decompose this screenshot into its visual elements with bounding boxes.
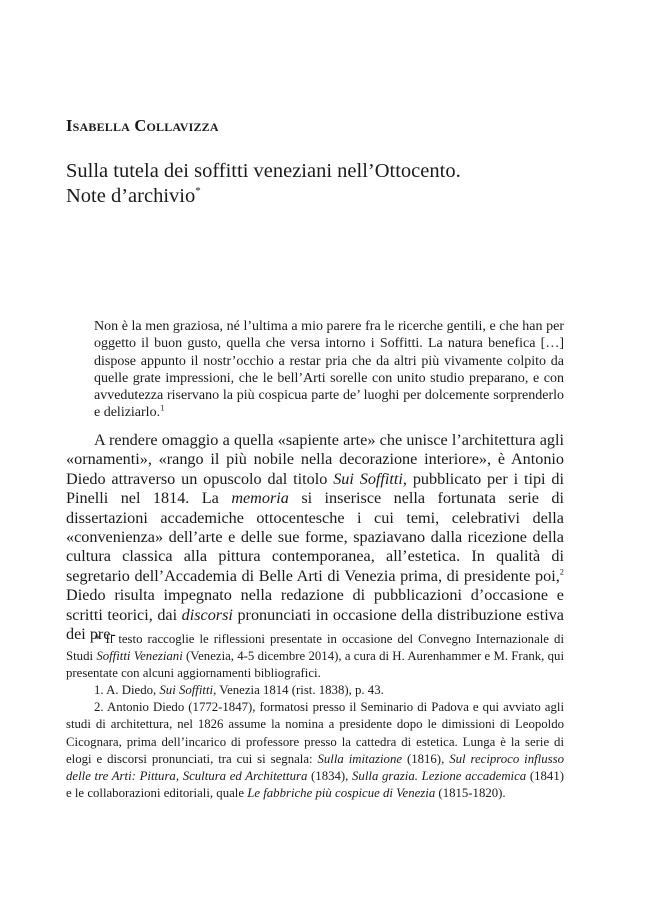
footnotes <box>66 631 564 802</box>
body-text-run: A rendere omaggio a quella «sapiente arte» che unisce l’architettura agli «ornamenti», «rango il più nobile nella decorazione interiore», è Antonio Diedo attraverso un opuscolo dal titolo <box>66 431 564 488</box>
footnote-text: (1816), <box>402 751 450 766</box>
footnote-ref-1: 1 <box>160 402 165 413</box>
footnote-italic: Sulla grazia. Lezione accademica <box>352 768 527 783</box>
body-text-run: , pubblicato per i tipi di Pinelli nel 1814. La <box>66 469 564 508</box>
footnote-ref-2: 2 <box>559 566 564 577</box>
body-italic-term: memoria <box>231 489 289 508</box>
footnote-text: * Il testo raccoglie le riflessioni presentate in occasione del Convegno Internazionale di Studi <box>66 632 564 664</box>
footnote-text: (1841) e le collaborazioni editoriali, quale <box>66 768 564 800</box>
footnote-star <box>66 631 564 682</box>
footnote-text: (Venezia, 4-5 dicembre 2014), a cura di H. Aurenhammer e M. Frank, qui presentate con alcuni aggiornamenti bibliografici. <box>66 649 564 681</box>
body-italic-term: discorsi <box>181 605 233 624</box>
epigraph-text: Non è la men graziosa, né l’ultima a mio parere fra le ricerche gentili, e che han per oggetto il buon gusto, quella che versa intorno i Soffitti. La natura benefica […] dispose appunto il nostr’occhio a restar pria che da altri più vivamente colpito da quelle grate impressioni, che le bell’Arti sorelle con unito studio preparano, e con avvedutezza riservano la più cospicua parte de’ luoghi per dolcemente sorprenderlo e deliziarlo. <box>94 319 564 421</box>
footnote-2 <box>66 699 564 802</box>
body-text-run: si inserisce nella fortunata serie di dissertazioni accademiche ottocentesche i cui temi, celebrativi della «convenienza» dell’arte e delle sue forme, spaziavano dalla ricezione della cultura classica alla pittura contemporanea, all’estetica. In qualità di segretario dell’Accademia di Belle Arti di Venezia prima, di presidente poi, <box>66 489 564 585</box>
footnote-text: 2. Antonio Diedo (1772-1847), formatosi presso il Seminario di Padova e qui avviato agli studi di architettura, nel 1826 assume la nomina a presidente dopo le dimissioni di Leopoldo Cicognara, prima dell’incarico di professore presso la cattedra di estetica. Lunga è la serie di elogi e discorsi pronunciati, tra cui si segnala: <box>66 700 564 766</box>
footnote-italic: Sui Soffitti <box>159 683 214 698</box>
body-italic-title: Sui Soffitti <box>333 469 403 488</box>
footnote-text: (1834), <box>307 768 353 783</box>
footnote-italic: Sul reciproco influsso delle tre Arti: Pittura, Scultura ed Architettura <box>66 751 564 783</box>
epigraph-quote <box>94 318 564 422</box>
title-footnote-mark: * <box>195 185 201 198</box>
footnote-1 <box>66 682 564 699</box>
footnote-text: , Venezia 1814 (rist. 1838), p. 43. <box>213 683 384 698</box>
article-title <box>66 159 586 209</box>
title-line-2: Note d’archivio <box>66 185 196 207</box>
author-name: Isabella Collavizza <box>66 116 219 135</box>
title-line-1: Sulla tutela dei soffitti veneziani nell’Ottocento. <box>66 160 461 182</box>
footnote-text: (1815-1820). <box>435 785 506 800</box>
footnote-italic: Sulla imitazione <box>317 751 403 766</box>
body-text <box>66 431 564 644</box>
body-text-run: pronunciati in occasione della distribuzione estiva dei pre- <box>66 605 564 644</box>
footnote-italic: Le fabbriche più cospicue di Venezia <box>247 785 436 800</box>
body-paragraph <box>66 431 564 644</box>
body-text-run: Diedo risulta impegnato nella redazione di pubblicazioni d’occasione e scritti teorici, dai <box>66 586 564 624</box>
footnote-text: 1. A. Diedo, <box>94 683 160 698</box>
footnote-italic: Soffitti Veneziani <box>96 649 183 664</box>
